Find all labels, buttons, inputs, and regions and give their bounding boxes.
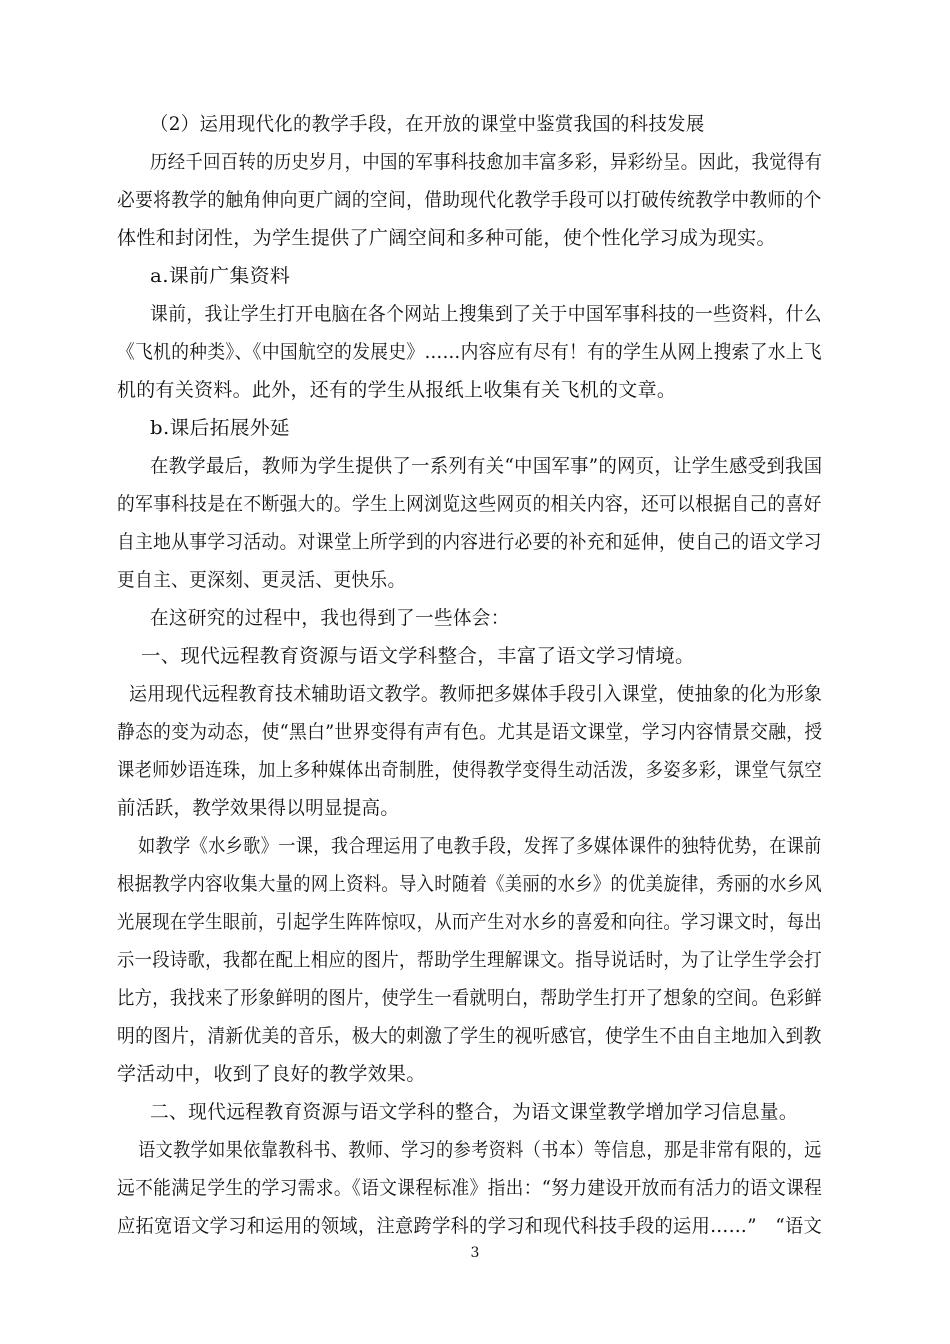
text-line: 根据教学内容收集大量的网上资料。导入时随着《美丽的水乡》的优美旋律，秀丽的水乡风: [117, 873, 823, 895]
text-line: 远不能满足学生的学习需求。《语文课程标准》指出：“努力建设开放而有活力的语文课程: [117, 1177, 823, 1199]
text-line: 比方，我找来了形象鲜明的图片，使学生一看就明白，帮助学生打开了想象的空间。色彩鲜: [117, 987, 823, 1009]
text-line: 语文教学如果依靠教科书、教师、学习的参考资料（书本）等信息，那是非常有限的，远: [138, 1139, 822, 1161]
text-line: 自主地从事学习活动。对课堂上所学到的内容进行必要的补充和延伸，使自己的语文学习: [117, 531, 822, 553]
text-line: 《飞机的种类》、《中国航空的发展史》……内容应有尽有！有的学生从网上搜索了水上飞: [117, 341, 823, 363]
text-line: 机的有关资料。此外，还有的学生从报纸上收集有关飞机的文章。: [117, 379, 677, 401]
text-line: 明的图片，清新优美的音乐，极大的刺激了学生的视听感官，使学生不由自主地加入到教: [117, 1025, 822, 1047]
text-line: 历经千回百转的历史岁月，中国的军事科技愈加丰富多彩，异彩纷呈。因此，我觉得有: [150, 151, 823, 173]
text-line: 静态的变为动态，使“黑白”世界变得有声有色。尤其是语文课堂，学习内容情景交融，授: [117, 721, 823, 743]
text-line: 如教学《水乡歌》一课，我合理运用了电教手段，发挥了多媒体课件的独特优势，在课前: [138, 835, 822, 857]
text-line: 的军事科技是在不断强大的。学生上网浏览这些网页的相关内容，还可以根据自己的喜好: [117, 493, 822, 515]
text-line: 更自主、更深刻、更灵活、更快乐。: [117, 569, 406, 591]
text-line: 课前，我让学生打开电脑在各个网站上搜集到了关于中国军事科技的一些资料，什么: [150, 303, 822, 325]
text-line: 二、现代远程教育资源与语文学科的整合，为语文课堂教学增加学习信息量。: [150, 1101, 798, 1123]
text-line: 运用现代远程教育技术辅助语文教学。教师把多媒体手段引入课堂，使抽象的化为形象: [129, 683, 823, 705]
text-line: a.课前广集资料: [150, 265, 291, 287]
text-line: 必要将教学的触角伸向更广阔的空间，借助现代化教学手段可以打破传统教学中教师的个: [117, 189, 822, 211]
text-line: （2）运用现代化的教学手段，在开放的课堂中鉴赏我国的科技发展: [150, 113, 705, 135]
text-line: 示一段诗歌，我都在配上相应的图片，帮助学生理解课文。指导说话时，为了让学生学会打: [117, 949, 823, 971]
text-line: 前活跃，教学效果得以明显提高。: [117, 797, 400, 819]
text-line: 光展现在学生眼前，引起学生阵阵惊叹，从而产生对水乡的喜爱和向往。学习课文时，每出: [117, 911, 823, 933]
page-number: 3: [470, 1245, 480, 1261]
text-line: 一、现代远程教育资源与语文学科整合，丰富了语文学习情境。: [141, 645, 695, 667]
text-line: b.课后拓展外延: [150, 417, 291, 439]
text-line: 课老师妙语连珠，加上多种媒体出奇制胜，使得教学变得生动活泼，多姿多彩，课堂气氛空: [117, 759, 823, 781]
text-line: 学活动中，收到了良好的教学效果。: [117, 1063, 426, 1085]
text-line: 在这研究的过程中，我也得到了一些体会：: [150, 607, 510, 629]
text-line: 应拓宽语文学习和运用的领域，注意跨学科的学习和现代科技手段的运用……” “语文: [117, 1215, 823, 1237]
text-line: 在教学最后，教师为学生提供了一系列有关“中国军事”的网页，让学生感受到我国: [150, 455, 823, 477]
text-line: 体性和封闭性，为学生提供了广阔空间和多种可能，使个性化学习成为现实。: [117, 227, 776, 249]
